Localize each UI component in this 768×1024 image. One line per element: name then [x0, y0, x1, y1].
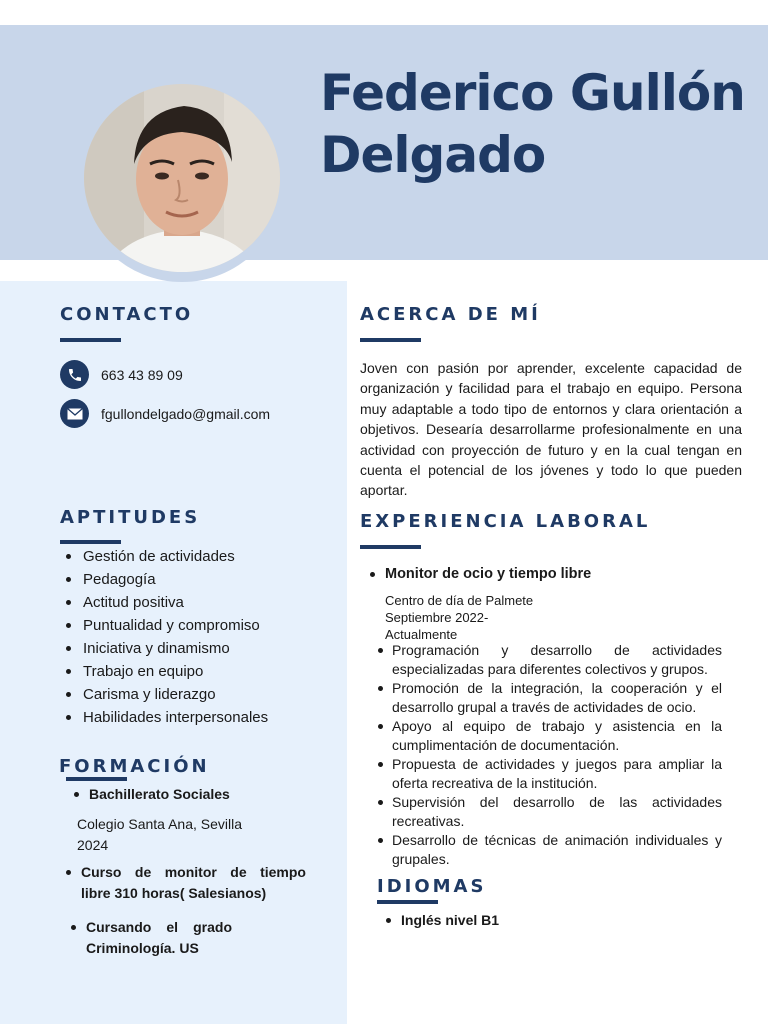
person-name	[320, 62, 745, 186]
list-item: Iniciativa y dinamismo	[64, 637, 268, 660]
job-date: Septiembre 2022-	[385, 610, 489, 625]
phone-number[interactable]: 663 43 89 09	[101, 366, 183, 383]
name-line-1: Federico Gullón	[320, 64, 745, 122]
list-item: Carisma y liderazgo	[64, 683, 268, 706]
job-place: Centro de día de Palmete	[385, 593, 534, 608]
skills-title: APTITUDES	[60, 507, 201, 528]
contact-email-row	[60, 399, 270, 428]
about-underline	[360, 338, 421, 342]
list-item: Propuesta de actividades y juegos para ampliar la oferta recreativa de la institución.	[376, 755, 722, 793]
list-item: Pedagogía	[64, 568, 268, 591]
education-item-1	[74, 784, 230, 805]
experience-job	[370, 564, 591, 585]
contact-title: CONTACTO	[60, 304, 194, 325]
list-item: Desarrollo de técnicas de animación individuales y grupales.	[376, 831, 722, 869]
education-degree: Bachillerato Sociales	[89, 786, 230, 802]
education-degree-line: Cursando el grado	[86, 919, 232, 935]
education-item-3	[71, 917, 232, 959]
experience-underline	[360, 545, 421, 549]
language-item	[386, 910, 499, 931]
education-item-2	[66, 862, 306, 904]
job-date: Actualmente	[385, 627, 458, 642]
list-item: Supervisión del desarrollo de las actividades recreativas.	[376, 793, 722, 831]
list-item: Trabajo en equipo	[64, 660, 268, 683]
contact-underline	[60, 338, 121, 342]
mail-icon	[60, 399, 89, 428]
skills-list	[64, 545, 268, 729]
education-degree-line: Curso de monitor de tiempo	[81, 864, 306, 880]
duties-list	[376, 641, 722, 869]
education-degree-line: Criminología. US	[86, 940, 199, 956]
list-item: Gestión de actividades	[64, 545, 268, 568]
education-school: Colegio Santa Ana, Sevilla	[77, 816, 242, 832]
email-address[interactable]: fgullondelgado@gmail.com	[101, 405, 271, 422]
skills-underline	[60, 540, 121, 544]
name-line-2: Delgado	[320, 126, 546, 184]
job-title: Monitor de ocio y tiempo libre	[385, 566, 592, 582]
list-item: Actitud positiva	[64, 591, 268, 614]
languages-title: IDIOMAS	[377, 876, 487, 897]
languages-underline	[377, 900, 438, 904]
about-text: Joven con pasión por aprender, excelente capacidad de organización y facilidad para el trabajo en equipo. Persona muy adaptable a todo tipo de entornos y clara orientación a objetivos. Desearía desarrollarme profesionalmente en una actividad con proyección de futuro y en la cual tengan en cuenta el potencial de los jóvenes y todo lo que pueden aportar.	[360, 360, 742, 499]
education-underline	[66, 777, 127, 781]
experience-title: EXPERIENCIA LABORAL	[360, 511, 651, 532]
phone-icon	[60, 360, 89, 389]
about-title: ACERCA DE MÍ	[360, 304, 541, 325]
list-item: Apoyo al equipo de trabajo y asistencia en la cumplimentación de documentación.	[376, 717, 722, 755]
education-degree-line: libre 310 horas( Salesianos)	[81, 885, 267, 901]
education-year: 2024	[77, 837, 109, 853]
list-item: Promoción de la integración, la cooperación y el desarrollo grupal a través de actividades de ocio.	[376, 679, 722, 717]
profile-photo	[84, 84, 280, 272]
contact-phone-row	[60, 360, 183, 389]
list-item: Programación y desarrollo de actividades especializadas para diferentes colectivos y grupos.	[376, 641, 722, 679]
education-title: FORMACIÓN	[59, 756, 210, 777]
language-label: Inglés nivel B1	[401, 912, 500, 928]
list-item: Puntualidad y compromiso	[64, 614, 268, 637]
list-item: Habilidades interpersonales	[64, 706, 268, 729]
